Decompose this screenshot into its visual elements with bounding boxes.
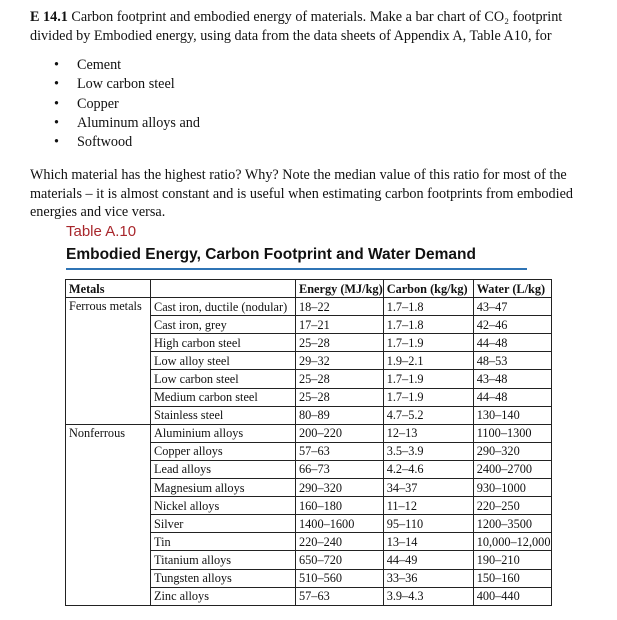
group-cell [66, 388, 151, 406]
group-cell [66, 352, 151, 370]
energy-cell: 17–21 [296, 316, 384, 334]
group-cell [66, 334, 151, 352]
group-label: Ferrous metals [66, 298, 151, 316]
material-cell: Cast iron, grey [151, 316, 296, 334]
column-header: Metals [66, 280, 151, 298]
table-row [66, 370, 552, 388]
group-label: Nonferrous [66, 424, 151, 442]
carbon-cell: 95–110 [383, 515, 473, 533]
carbon-cell: 11–12 [383, 497, 473, 515]
table-number: Table A.10 [66, 223, 137, 240]
material-cell: Tin [151, 533, 296, 551]
energy-cell: 650–720 [296, 551, 384, 569]
water-cell: 930–1000 [473, 479, 551, 497]
table-row [66, 569, 552, 587]
water-cell: 290–320 [473, 442, 551, 460]
material-cell: Nickel alloys [151, 497, 296, 515]
carbon-cell: 1.7–1.8 [383, 316, 473, 334]
material-cell: High carbon steel [151, 334, 296, 352]
column-header: Energy (MJ/kg) [296, 280, 384, 298]
water-cell: 1100–1300 [473, 424, 551, 442]
exercise-intro [30, 8, 600, 45]
group-cell [66, 551, 151, 569]
material-name: Aluminum alloys and [77, 114, 200, 131]
material-cell: Low alloy steel [151, 352, 296, 370]
water-cell: 43–47 [473, 298, 551, 316]
material-name: Cement [77, 57, 122, 73]
bullet-icon: • [54, 57, 59, 73]
material-name: Softwood [77, 134, 133, 151]
table-row [66, 424, 552, 442]
water-cell: 48–53 [473, 352, 551, 370]
table-row [66, 316, 552, 334]
carbon-cell: 13–14 [383, 533, 473, 551]
material-cell: Aluminium alloys [151, 424, 296, 442]
energy-cell: 160–180 [296, 497, 384, 515]
water-cell: 42–46 [473, 316, 551, 334]
carbon-cell: 3.5–3.9 [383, 442, 473, 460]
table-row [66, 442, 552, 460]
carbon-cell: 44–49 [383, 551, 473, 569]
material-name: Copper [77, 95, 119, 112]
group-cell [66, 442, 151, 460]
bullet-icon: • [54, 76, 59, 93]
table-row [66, 497, 552, 515]
material-cell: Medium carbon steel [151, 388, 296, 406]
table-row [66, 388, 552, 406]
material-cell: Tungsten alloys [151, 569, 296, 587]
water-cell: 150–160 [473, 569, 551, 587]
material-list-item [30, 114, 600, 133]
energy-cell: 25–28 [296, 334, 384, 352]
exercise-intro-text: Carbon footprint and embodied energy of materials. Make a bar chart of CO₂ footprint divided by Embodied energy, using data from the data sheets of Appendix A, Table A10, for [30, 9, 563, 44]
water-cell: 2400–2700 [473, 460, 551, 478]
carbon-cell: 33–36 [383, 569, 473, 587]
table-row [66, 551, 552, 569]
table-row [66, 352, 552, 370]
table-row [66, 515, 552, 533]
material-list-item [30, 133, 600, 152]
material-cell: Stainless steel [151, 406, 296, 424]
energy-cell: 57–63 [296, 442, 384, 460]
group-cell [66, 569, 151, 587]
water-cell: 43–48 [473, 370, 551, 388]
carbon-cell: 1.7–1.8 [383, 298, 473, 316]
caption-rule [66, 268, 527, 270]
exercise-number: E 14.1 [30, 9, 68, 25]
material-list-item [30, 75, 600, 94]
material-cell: Magnesium alloys [151, 479, 296, 497]
table-row [66, 334, 552, 352]
table-row [66, 587, 552, 605]
group-cell [66, 406, 151, 424]
carbon-cell: 12–13 [383, 424, 473, 442]
material-cell: Silver [151, 515, 296, 533]
carbon-cell: 1.7–1.9 [383, 334, 473, 352]
carbon-cell: 4.7–5.2 [383, 406, 473, 424]
material-cell: Copper alloys [151, 442, 296, 460]
water-cell: 400–440 [473, 587, 551, 605]
column-header: Carbon (kg/kg) [383, 280, 473, 298]
water-cell: 190–210 [473, 551, 551, 569]
table-title: Embodied Energy, Carbon Footprint and Water Demand [66, 246, 476, 263]
energy-cell: 66–73 [296, 460, 384, 478]
material-cell: Lead alloys [151, 460, 296, 478]
table-caption [66, 222, 536, 266]
exercise-question: Which material has the highest ratio? Why? Note the median value of this ratio for most of the materials – it is almost constant and is useful when estimating carbon footprints from embodied energies and vice versa. [30, 167, 573, 221]
table-row [66, 533, 552, 551]
column-header: Water (L/kg) [473, 280, 551, 298]
column-header [151, 280, 296, 298]
energy-cell: 290–320 [296, 479, 384, 497]
material-cell: Low carbon steel [151, 370, 296, 388]
group-cell [66, 460, 151, 478]
carbon-cell: 1.9–2.1 [383, 352, 473, 370]
group-cell [66, 497, 151, 515]
water-cell: 44–48 [473, 388, 551, 406]
water-cell: 130–140 [473, 406, 551, 424]
energy-cell: 57–63 [296, 587, 384, 605]
exercise-block [30, 8, 600, 222]
bullet-icon: • [54, 114, 59, 131]
energy-cell: 200–220 [296, 424, 384, 442]
carbon-cell: 1.7–1.9 [383, 370, 473, 388]
water-cell: 44–48 [473, 334, 551, 352]
carbon-cell: 3.9–4.3 [383, 587, 473, 605]
group-cell [66, 587, 151, 605]
material-list-item [30, 95, 600, 114]
energy-cell: 1400–1600 [296, 515, 384, 533]
group-cell [66, 370, 151, 388]
table-body [66, 298, 552, 606]
carbon-cell: 1.7–1.9 [383, 388, 473, 406]
group-cell [66, 515, 151, 533]
carbon-cell: 4.2–4.6 [383, 460, 473, 478]
water-cell: 1200–3500 [473, 515, 551, 533]
group-cell [66, 316, 151, 334]
table-header-row [66, 280, 552, 298]
bullet-icon: • [54, 95, 59, 112]
energy-cell: 80–89 [296, 406, 384, 424]
group-cell [66, 479, 151, 497]
group-cell [66, 533, 151, 551]
water-cell: 10,000–12,000 [473, 533, 551, 551]
water-cell: 220–250 [473, 497, 551, 515]
material-name: Low carbon steel [77, 76, 175, 93]
embodied-energy-table [65, 279, 552, 606]
energy-cell: 25–28 [296, 370, 384, 388]
material-list [30, 56, 600, 152]
table-row [66, 479, 552, 497]
material-cell: Zinc alloys [151, 587, 296, 605]
energy-cell: 29–32 [296, 352, 384, 370]
table-row [66, 460, 552, 478]
energy-cell: 510–560 [296, 569, 384, 587]
carbon-cell: 34–37 [383, 479, 473, 497]
material-cell: Cast iron, ductile (nodular) [151, 298, 296, 316]
energy-cell: 18–22 [296, 298, 384, 316]
material-cell: Titanium alloys [151, 551, 296, 569]
energy-cell: 25–28 [296, 388, 384, 406]
energy-cell: 220–240 [296, 533, 384, 551]
table-row [66, 298, 552, 316]
bullet-icon: • [54, 134, 59, 151]
material-list-item [30, 56, 600, 75]
table-row [66, 406, 552, 424]
